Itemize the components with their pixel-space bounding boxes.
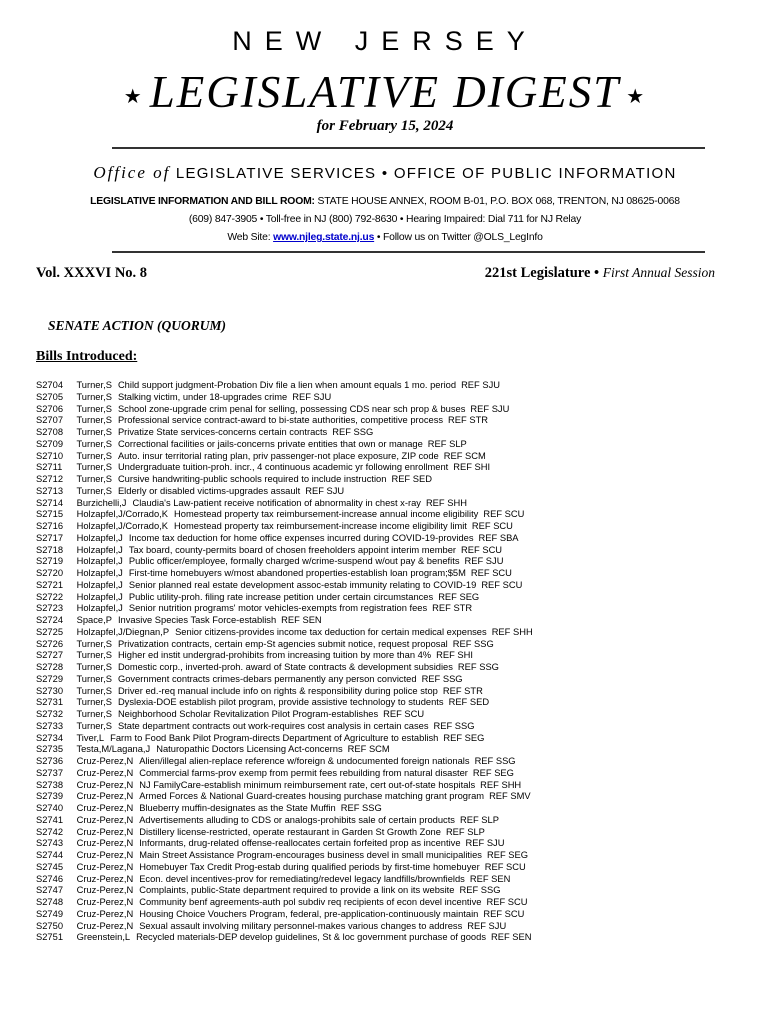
- bill-description: Homestead property tax reimbursement-increase income eligibility limit: [174, 521, 467, 531]
- bill-number: S2724: [36, 615, 64, 625]
- bill-row: [36, 545, 736, 557]
- bill-row: [36, 556, 736, 568]
- bill-referral: REF SJU: [464, 556, 504, 567]
- bill-row: [36, 874, 736, 886]
- bill-referral: REF SMV: [489, 791, 531, 802]
- bill-number: S2747: [36, 885, 64, 896]
- bill-referral: REF SHI: [436, 650, 473, 661]
- bill-referral: REF SCU: [470, 568, 512, 578]
- bill-row: [36, 721, 736, 733]
- phone-line: (609) 847-3905 • Toll-free in NJ (800) 792-8630 • Hearing Impaired: Dial 711 for NJ Relay: [188, 214, 582, 225]
- bill-sponsor: Cruz-Perez,N: [76, 850, 134, 860]
- bill-referral: REF SSG: [421, 673, 463, 684]
- bill-referral: REF SSG: [332, 427, 374, 437]
- bill-sponsor: Cruz-Perez,N: [76, 873, 134, 884]
- bill-description: Correctional facilities or jails-concerns private entities that own or manage: [117, 438, 423, 449]
- bill-referral: REF SCM: [347, 744, 390, 755]
- bill-number: S2734: [36, 732, 64, 743]
- bill-number: S2746: [36, 873, 64, 884]
- bill-number: S2711: [36, 462, 63, 473]
- bill-sponsor: Holzapfel,J: [76, 603, 123, 614]
- bill-row: [36, 533, 736, 545]
- bill-referral: REF SEN: [491, 932, 532, 943]
- web-prefix: Web Site:: [227, 232, 271, 243]
- bill-row: [36, 686, 736, 698]
- bill-number: S2748: [36, 897, 64, 907]
- bill-row: [36, 815, 736, 827]
- bill-sponsor: Cruz-Perez,N: [76, 791, 134, 802]
- bill-room-address: [0, 196, 770, 207]
- bill-list: [36, 380, 736, 944]
- bill-row: [36, 474, 736, 486]
- bill-row: [36, 838, 736, 850]
- bill-number: S2749: [36, 908, 64, 919]
- bill-sponsor: Cruz-Perez,N: [76, 885, 134, 896]
- bill-row: [36, 415, 736, 427]
- bill-sponsor: Turner,S: [76, 438, 112, 449]
- bill-description: Public officer/employee, formally charged w/crime-suspend w/out pay & benefits: [128, 556, 460, 567]
- bill-sponsor: Holzapfel,J: [76, 591, 123, 602]
- bill-row: [36, 733, 736, 745]
- bill-number: S2714: [36, 497, 64, 508]
- bill-sponsor: Space,P: [76, 615, 112, 625]
- bill-number: S2736: [36, 756, 64, 766]
- office-of-label: Office of: [93, 163, 171, 182]
- bill-description: NJ FamilyCare-establish minimum reimbursement rate, cert out-of-state hospitals: [139, 779, 476, 790]
- bill-description: Homestead property tax reimbursement-increase annual income eligibility: [174, 509, 479, 520]
- volume-number: Vol. XXXVI No. 8: [36, 265, 148, 281]
- section-title: SENATE ACTION (QUORUM): [48, 318, 227, 333]
- bill-referral: REF SSG: [474, 756, 516, 766]
- bill-description: Senior citizens-provides income tax deduction for certain medical expenses: [175, 626, 487, 637]
- bill-row: [36, 380, 736, 392]
- bill-description: Undergraduate tuition-proh. incr., 4 continuous academic yr following enrollment: [117, 462, 449, 473]
- bill-sponsor: Cruz-Perez,N: [76, 920, 134, 931]
- bill-sponsor: Turner,S: [76, 450, 112, 461]
- bill-sponsor: Cruz-Perez,N: [76, 897, 134, 907]
- bill-number: S2722: [36, 591, 64, 602]
- bill-sponsor: Turner,S: [76, 403, 112, 414]
- bill-row: [36, 509, 736, 521]
- bill-referral: REF SJU: [467, 920, 507, 931]
- bill-number: S2741: [36, 814, 64, 825]
- bill-number: S2710: [36, 450, 64, 461]
- bill-row: [36, 697, 736, 709]
- office-line: [0, 163, 770, 183]
- bill-number: S2721: [36, 579, 64, 590]
- bill-referral: REF SCU: [483, 908, 525, 919]
- bill-number: S2706: [36, 403, 64, 414]
- bill-row: [36, 768, 736, 780]
- bill-referral: REF SJU: [305, 485, 345, 496]
- bill-referral: REF SLP: [445, 826, 485, 837]
- bill-sponsor: Turner,S: [76, 662, 112, 672]
- bill-description: Main Street Assistance Program-encourages business devel in small municipalities: [139, 850, 482, 860]
- bill-row: [36, 521, 736, 533]
- bill-referral: REF SCU: [471, 521, 513, 531]
- bill-row: [36, 392, 736, 404]
- bill-row: [36, 404, 736, 416]
- bill-number: S2712: [36, 474, 64, 484]
- bill-referral: REF SHH: [491, 626, 533, 637]
- bill-number: S2705: [36, 391, 64, 402]
- bill-sponsor: Holzapfel,J: [76, 568, 123, 578]
- bill-referral: REF SEN: [469, 873, 511, 884]
- bill-sponsor: Holzapfel,J/Corrado,K: [76, 509, 169, 520]
- bill-referral: REF SLP: [427, 438, 467, 449]
- bill-row: [36, 427, 736, 439]
- bill-referral: REF SCU: [383, 709, 425, 719]
- bill-referral: REF SBA: [478, 532, 519, 543]
- bill-row: [36, 850, 736, 862]
- bill-description: Cursive handwriting-public schools required to include instruction: [117, 474, 387, 484]
- bill-row: [36, 662, 736, 674]
- bill-row: [36, 780, 736, 792]
- bill-sponsor: Testa,M/Lagana,J: [76, 744, 151, 755]
- bill-row: [36, 439, 736, 451]
- bill-row: [36, 862, 736, 874]
- bill-description: Child support judgment-Probation Div file a lien when amount equals 1 mo. period: [117, 380, 457, 390]
- bill-row: [36, 744, 736, 756]
- bill-referral: REF SEG: [438, 591, 480, 602]
- session-label: First Annual Session: [602, 265, 715, 280]
- bill-row: [36, 827, 736, 839]
- bill-sponsor: Turner,S: [76, 709, 112, 719]
- bill-description: Dyslexia-DOE establish pilot program, provide assistive technology to students: [117, 697, 444, 708]
- bill-referral: REF SSG: [457, 662, 499, 672]
- web-suffix: • Follow us on Twitter @OLS_LegInfo: [376, 232, 543, 243]
- bill-referral: REF SLP: [459, 814, 499, 825]
- bill-description: Privatize State services-concerns certain contracts: [117, 427, 328, 437]
- bill-referral: REF SCU: [461, 544, 503, 555]
- bill-referral: REF SCM: [443, 450, 486, 461]
- bill-description: Sexual assault involving military personnel-makes various changes to address: [139, 920, 463, 931]
- bill-number: S2744: [36, 850, 64, 860]
- bill-row: [36, 885, 736, 897]
- bill-description: Alien/illegal alien-replace reference w/foreign & undocumented foreign nationals: [139, 756, 470, 766]
- bill-sponsor: Turner,S: [76, 685, 112, 696]
- bill-sponsor: Turner,S: [76, 697, 112, 708]
- bill-number: S2751: [36, 932, 64, 943]
- bill-sponsor: Cruz-Perez,N: [76, 779, 134, 790]
- bill-description: Informants, drug-related offense-reallocates certain forfeited prop as incentive: [139, 838, 461, 849]
- bill-referral: REF SHH: [425, 497, 467, 508]
- bill-description: Housing Choice Vouchers Program, federal, pre-application-continuously maintain: [139, 908, 479, 919]
- bill-row: [36, 932, 736, 944]
- bill-row: [36, 498, 736, 510]
- bill-sponsor: Turner,S: [76, 673, 112, 684]
- bill-referral: REF SCU: [481, 579, 523, 590]
- bill-referral: REF SCU: [483, 509, 525, 520]
- bill-description: Naturopathic Doctors Licensing Act-concerns: [156, 744, 343, 755]
- bill-number: S2745: [36, 861, 64, 872]
- bill-referral: REF SSG: [452, 638, 494, 649]
- bill-sponsor: Greenstein,L: [76, 932, 131, 943]
- bill-number: S2723: [36, 603, 64, 614]
- bill-number: S2717: [36, 532, 64, 543]
- bill-referral: REF SSG: [433, 720, 475, 731]
- bill-referral: REF SEG: [443, 732, 485, 743]
- bill-description: Homebuyer Tax Credit Prog-estab during qualified periods by first-time homebuyer: [139, 861, 480, 872]
- bill-description: Invasive Species Task Force-establish: [117, 615, 277, 625]
- legislature-session: [485, 265, 715, 282]
- bill-sponsor: Cruz-Perez,N: [76, 861, 134, 872]
- bill-sponsor: Holzapfel,J: [76, 579, 123, 590]
- bill-referral: REF SCU: [484, 861, 526, 872]
- bill-number: S2740: [36, 803, 64, 813]
- star-left-icon: ★: [123, 86, 144, 109]
- bill-sponsor: Cruz-Perez,N: [76, 908, 134, 919]
- bill-number: S2713: [36, 485, 64, 496]
- bill-sponsor: Holzapfel,J: [76, 532, 123, 543]
- bill-description: Advertisements alluding to CDS or analogs-prohibits sale of certain products: [139, 814, 455, 825]
- web-line: [0, 232, 770, 243]
- bill-number: S2716: [36, 521, 64, 531]
- legislature-label: 221st Legislature •: [484, 265, 600, 281]
- masthead-title-row: [0, 66, 770, 118]
- bill-number: S2735: [36, 744, 64, 755]
- bill-sponsor: Tiver,L: [76, 732, 105, 743]
- bill-referral: REF SSG: [340, 803, 382, 813]
- bill-sponsor: Burzichelli,J: [76, 497, 127, 508]
- bill-number: S2708: [36, 427, 64, 437]
- bill-number: S2731: [36, 697, 64, 708]
- bill-number: S2715: [36, 509, 64, 520]
- bill-referral: REF SED: [391, 474, 432, 484]
- bill-referral: REF SJU: [465, 838, 505, 849]
- website-link[interactable]: www.njleg.state.nj.us: [273, 232, 375, 243]
- bill-sponsor: Turner,S: [76, 720, 112, 731]
- bill-sponsor: Cruz-Perez,N: [76, 826, 134, 837]
- bill-description: Elderly or disabled victims-upgrades assault: [117, 485, 301, 496]
- bill-row: [36, 486, 736, 498]
- bill-sponsor: Cruz-Perez,N: [76, 814, 134, 825]
- bill-description: Domestic corp., inverted-proh. award of State contracts & development subsidies: [117, 662, 453, 672]
- bill-description: First-time homebuyers w/most abandoned properties-establish loan program;$5M: [128, 568, 466, 578]
- bill-room-address-text: STATE HOUSE ANNEX, ROOM B-01, P.O. BOX 068, TRENTON, NJ 08625-0068: [317, 196, 680, 207]
- bill-row: [36, 921, 736, 933]
- bill-description: School zone-upgrade crim penal for selling, possessing CDS near sch prop & buses: [117, 403, 466, 414]
- bill-referral: REF SSG: [459, 885, 501, 896]
- star-right-icon: ★: [626, 86, 647, 109]
- bill-description: Econ. devel incentives-prov for remediating/redevel legacy landfills/brownfields: [139, 873, 465, 884]
- bill-row: [36, 803, 736, 815]
- header-rule-bottom: [112, 251, 705, 253]
- bill-sponsor: Cruz-Perez,N: [76, 756, 134, 766]
- bill-room-label: LEGISLATIVE INFORMATION AND BILL ROOM:: [90, 196, 315, 207]
- bill-description: Privatization contracts, certain emp-St agencies submit notice, request proposal: [117, 638, 448, 649]
- bill-number: S2709: [36, 438, 64, 449]
- bill-row: [36, 627, 736, 639]
- bill-sponsor: Cruz-Perez,N: [76, 767, 134, 778]
- bill-referral: REF SED: [448, 697, 490, 708]
- header-rule-top: [112, 147, 705, 149]
- bill-description: Farm to Food Bank Pilot Program-directs Department of Agriculture to establish: [110, 732, 439, 743]
- bill-number: S2743: [36, 838, 64, 849]
- bill-sponsor: Turner,S: [76, 638, 112, 649]
- bill-row: [36, 639, 736, 651]
- bill-sponsor: Turner,S: [76, 485, 112, 496]
- bill-row: [36, 615, 736, 627]
- bill-referral: REF SEG: [486, 850, 528, 860]
- bill-sponsor: Cruz-Perez,N: [76, 838, 134, 849]
- bill-sponsor: Turner,S: [76, 427, 112, 437]
- digest-date: for February 15, 2024: [316, 118, 454, 134]
- bill-description: State department contracts out work-requires cost analysis in certain cases: [117, 720, 429, 731]
- bill-referral: REF SCU: [486, 897, 528, 907]
- bill-referral: REF SJU: [292, 391, 332, 402]
- bill-number: S2739: [36, 791, 64, 802]
- bill-number: S2727: [36, 650, 64, 661]
- bill-description: Stalking victim, under 18-upgrades crime: [117, 391, 288, 402]
- bill-referral: REF SJU: [470, 403, 510, 414]
- bill-row: [36, 791, 736, 803]
- bill-description: Professional service contract-award to bi-state authorities, competitive process: [117, 415, 444, 426]
- bill-row: [36, 462, 736, 474]
- bill-number: S2718: [36, 544, 64, 555]
- bill-sponsor: Turner,S: [76, 650, 112, 661]
- bill-sponsor: Holzapfel,J: [76, 556, 123, 567]
- office-name: LEGISLATIVE SERVICES • OFFICE OF PUBLIC INFORMATION: [175, 165, 677, 182]
- bill-description: Claudia's Law-patient receive notification of abnormality in chest x-ray: [132, 497, 421, 508]
- bill-row: [36, 674, 736, 686]
- bill-referral: REF STR: [448, 415, 489, 426]
- bill-description: Government contracts crimes-debars permanently any person convicted: [117, 673, 417, 684]
- bill-description: Senior planned real estate development assoc-estab immunity relating to COVID-19: [128, 579, 477, 590]
- bill-number: S2707: [36, 415, 64, 426]
- bill-number: S2704: [36, 380, 64, 390]
- bill-referral: REF SEG: [472, 767, 514, 778]
- bill-row: [36, 897, 736, 909]
- bill-row: [36, 756, 736, 768]
- bill-number: S2732: [36, 709, 64, 719]
- bill-row: [36, 909, 736, 921]
- bill-number: S2725: [36, 626, 64, 637]
- bill-row: [36, 603, 736, 615]
- bill-number: S2737: [36, 767, 64, 778]
- bill-number: S2729: [36, 673, 64, 684]
- bill-description: Commercial farms-prov exemp from permit fees rebuilding from natural disaster: [139, 767, 468, 778]
- bill-description: Income tax deduction for home office expenses incurred during COVID-19-provides: [128, 532, 474, 543]
- bill-description: Community benf agreements-auth pol subdiv req recipients of econ devel incentive: [139, 897, 482, 907]
- bill-description: Public utility-proh. filing rate increase petition under certain circumstances: [128, 591, 434, 602]
- bill-number: S2742: [36, 826, 64, 837]
- bill-description: Distillery license-restricted, operate restaurant in Garden St Growth Zone: [139, 826, 441, 837]
- bill-sponsor: Holzapfel,J: [76, 544, 123, 555]
- bill-sponsor: Cruz-Perez,N: [76, 803, 134, 813]
- bills-introduced-heading: Bills Introduced:: [36, 349, 138, 364]
- masthead-state: NEW JERSEY: [232, 26, 538, 56]
- bill-number: S2730: [36, 685, 64, 696]
- bill-number: S2719: [36, 556, 64, 567]
- bill-sponsor: Turner,S: [76, 391, 112, 402]
- bill-referral: REF SHI: [453, 462, 491, 473]
- bill-referral: REF SEN: [281, 615, 322, 625]
- bill-description: Auto. insur territorial rating plan, priv passenger-not place exposure, ZIP code: [117, 450, 439, 461]
- bill-referral: REF STR: [432, 603, 473, 614]
- bill-row: [36, 451, 736, 463]
- bill-sponsor: Turner,S: [76, 474, 112, 484]
- bill-number: S2728: [36, 662, 64, 672]
- bill-number: S2726: [36, 638, 64, 649]
- bill-description: Neighborhood Scholar Revitalization Pilot Program-establishes: [117, 709, 379, 719]
- bill-description: Tax board, county-permits board of chosen freeholders appoint interim member: [128, 544, 457, 555]
- bill-description: Driver ed.-req manual include info on rights & responsibility during police stop: [117, 685, 438, 696]
- bill-referral: REF STR: [442, 685, 483, 696]
- bill-row: [36, 650, 736, 662]
- bill-row: [36, 580, 736, 592]
- bill-description: Complaints, public-State department required to provide a link on its website: [139, 885, 455, 896]
- bill-number: S2750: [36, 920, 64, 931]
- bill-number: S2738: [36, 779, 64, 790]
- masthead-title: LEGISLATIVE DIGEST: [149, 67, 621, 117]
- bill-sponsor: Turner,S: [76, 462, 112, 473]
- bill-referral: REF SJU: [461, 380, 500, 390]
- bill-description: Senior nutrition programs' motor vehicles-exempts from registration fees: [128, 603, 428, 614]
- bill-number: S2733: [36, 720, 64, 731]
- bill-description: Higher ed instit undergrad-prohibits from increasing tuition by more than 4%: [117, 650, 432, 661]
- bill-row: [36, 709, 736, 721]
- bill-row: [36, 592, 736, 604]
- bill-description: Armed Forces & National Guard-creates housing purchase matching grant program: [139, 791, 485, 802]
- bill-sponsor: Turner,S: [76, 380, 112, 390]
- bill-sponsor: Holzapfel,J/Corrado,K: [76, 521, 169, 531]
- bill-row: [36, 568, 736, 580]
- bill-number: S2720: [36, 568, 64, 578]
- bill-sponsor: Turner,S: [76, 415, 112, 426]
- bill-description: Recycled materials-DEP develop guidelines, St & loc government purchase of goods: [136, 932, 486, 943]
- bill-description: Blueberry muffin-designates as the State Muffin: [139, 803, 336, 813]
- bill-sponsor: Holzapfel,J/Diegnan,P: [76, 626, 170, 637]
- bill-referral: REF SHH: [480, 779, 522, 790]
